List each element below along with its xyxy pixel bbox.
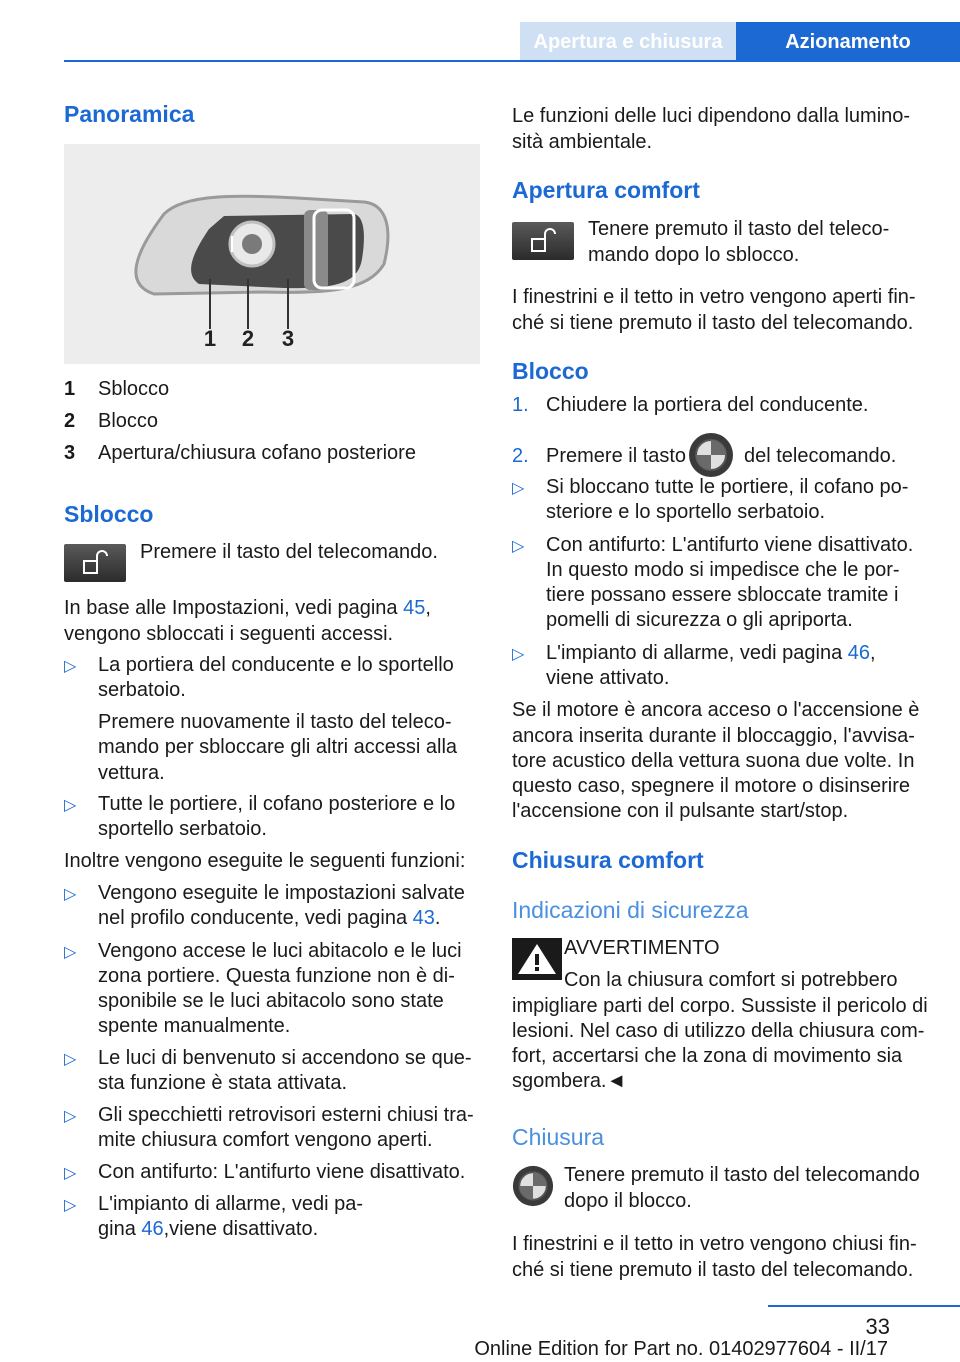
warning-icon xyxy=(512,938,562,980)
header-chapter-label: Azionamento xyxy=(785,30,911,53)
comfort-close-title: Chiusura comfort xyxy=(512,847,704,873)
blocco-title: Blocco xyxy=(512,358,589,384)
list-item: ▷ L'impianto di allarme, vedi pa- gina 46,viene disattivato. xyxy=(64,1193,364,1240)
unlock-button-icon xyxy=(512,222,574,260)
bullet-icon: ▷ xyxy=(512,646,525,663)
header-section-label: Apertura e chiusura xyxy=(533,30,723,53)
page-link-46[interactable]: 46 xyxy=(847,642,871,664)
unlock-button-icon xyxy=(64,544,126,582)
bullet-icon: ▷ xyxy=(64,1108,77,1125)
sblocco-title: Sblocco xyxy=(64,501,154,527)
footer-rule xyxy=(768,1305,960,1307)
key-label-3: 3 xyxy=(281,326,295,351)
list-item: ▷ Vengono accese le luci abitacolo e le luci zona portiere. Questa funzione non è di- sponibile se le luci abitacolo sono state spente manualmente. xyxy=(64,940,462,1037)
page-link-43[interactable]: 43 xyxy=(412,907,435,929)
page-link-46[interactable]: 46 xyxy=(141,1218,164,1240)
bmw-button-icon xyxy=(688,432,734,478)
sblocco-icon-text: Premere il tasto del telecomando. xyxy=(140,541,438,563)
key-label-2: 2 xyxy=(241,326,255,351)
bullet-icon: ▷ xyxy=(64,1051,77,1068)
list-item: ▷ La portiera del conducente e lo sportello serbatoio. Premere nuovamente il tasto del teleco- mando per sbloccare gli altri accessi alla vettura. xyxy=(64,654,458,784)
sblocco-para-1b: vengono sbloccati i seguenti accessi. xyxy=(64,623,394,645)
footer-edition: Online Edition for Part no. 01402977604 - II/17 xyxy=(474,1338,888,1360)
bullet-icon: ▷ xyxy=(64,944,77,961)
list-item: ▷ Con antifurto: L'antifurto viene disattivato. xyxy=(64,1160,480,1186)
close-title: Chiusura xyxy=(512,1124,605,1150)
page-number: 33 xyxy=(865,1314,890,1339)
header-section-tab[interactable] xyxy=(520,22,736,62)
bullet-icon: ▷ xyxy=(512,538,525,555)
legend-text-2: Blocco xyxy=(98,410,159,432)
header-chapter-tab[interactable] xyxy=(736,22,960,62)
list-item: ▷ Gli specchietti retrovisori esterni chiusi tra- mite chiusura comfort vengono aperti. xyxy=(64,1104,474,1151)
bullet-icon: ▷ xyxy=(64,658,77,675)
legend-text-3: Apertura/chiusura cofano posteriore xyxy=(98,442,416,464)
overview-title: Panoramica xyxy=(64,101,195,127)
bmw-button-icon xyxy=(512,1165,554,1207)
bullet-icon: ▷ xyxy=(64,886,77,903)
list-item: ▷ Tutte le portiere, il cofano posteriore e lo sportello serbatoio. xyxy=(64,793,456,840)
list-item: ▷ Si bloccano tutte le portiere, il cofano po- steriore e lo sportello serbatoio. xyxy=(512,476,909,523)
legend-num-2: 2 xyxy=(64,410,76,432)
list-item: ▷ Le luci di benvenuto si accendono se que- sta funzione è stata attivata. xyxy=(64,1047,472,1094)
bullet-icon: ▷ xyxy=(512,480,525,497)
list-item: ▷ Vengono eseguite le impostazioni salvate nel profilo conducente, vedi pagina 43. xyxy=(64,882,465,929)
key-fob-icon xyxy=(64,144,480,364)
safety-title: Indicazioni di sicurezza xyxy=(512,897,749,923)
list-item: ▷ Con antifurto: L'antifurto viene disattivato. In questo modo si impedisce che le por- tiere possano essere sbloccate tramite i pomelli di sicurezza o gli apriporta. xyxy=(512,534,914,631)
sblocco-para-2: Inoltre vengono eseguite le seguenti funzioni: xyxy=(64,850,466,872)
list-item: ▷ L'impianto di allarme, vedi pagina 46, viene attivato. xyxy=(512,642,876,689)
legend-text-1: Sblocco xyxy=(98,378,170,400)
bullet-icon: ▷ xyxy=(64,797,77,814)
sblocco-para-1: In base alle Impostazioni, vedi pagina 45, xyxy=(64,597,431,619)
header-rule xyxy=(64,60,960,62)
legend-num-1: 1 xyxy=(64,378,76,400)
warning-label: AVVERTIMENTO xyxy=(564,937,720,959)
bullet-icon: ▷ xyxy=(64,1197,77,1214)
bullet-icon: ▷ xyxy=(64,1165,77,1182)
key-label-1: 1 xyxy=(203,326,217,351)
legend-num-3: 3 xyxy=(64,442,76,464)
comfort-open-title: Apertura comfort xyxy=(512,177,700,203)
key-fob-illustration xyxy=(64,144,480,364)
page-link-45[interactable]: 45 xyxy=(403,597,426,619)
